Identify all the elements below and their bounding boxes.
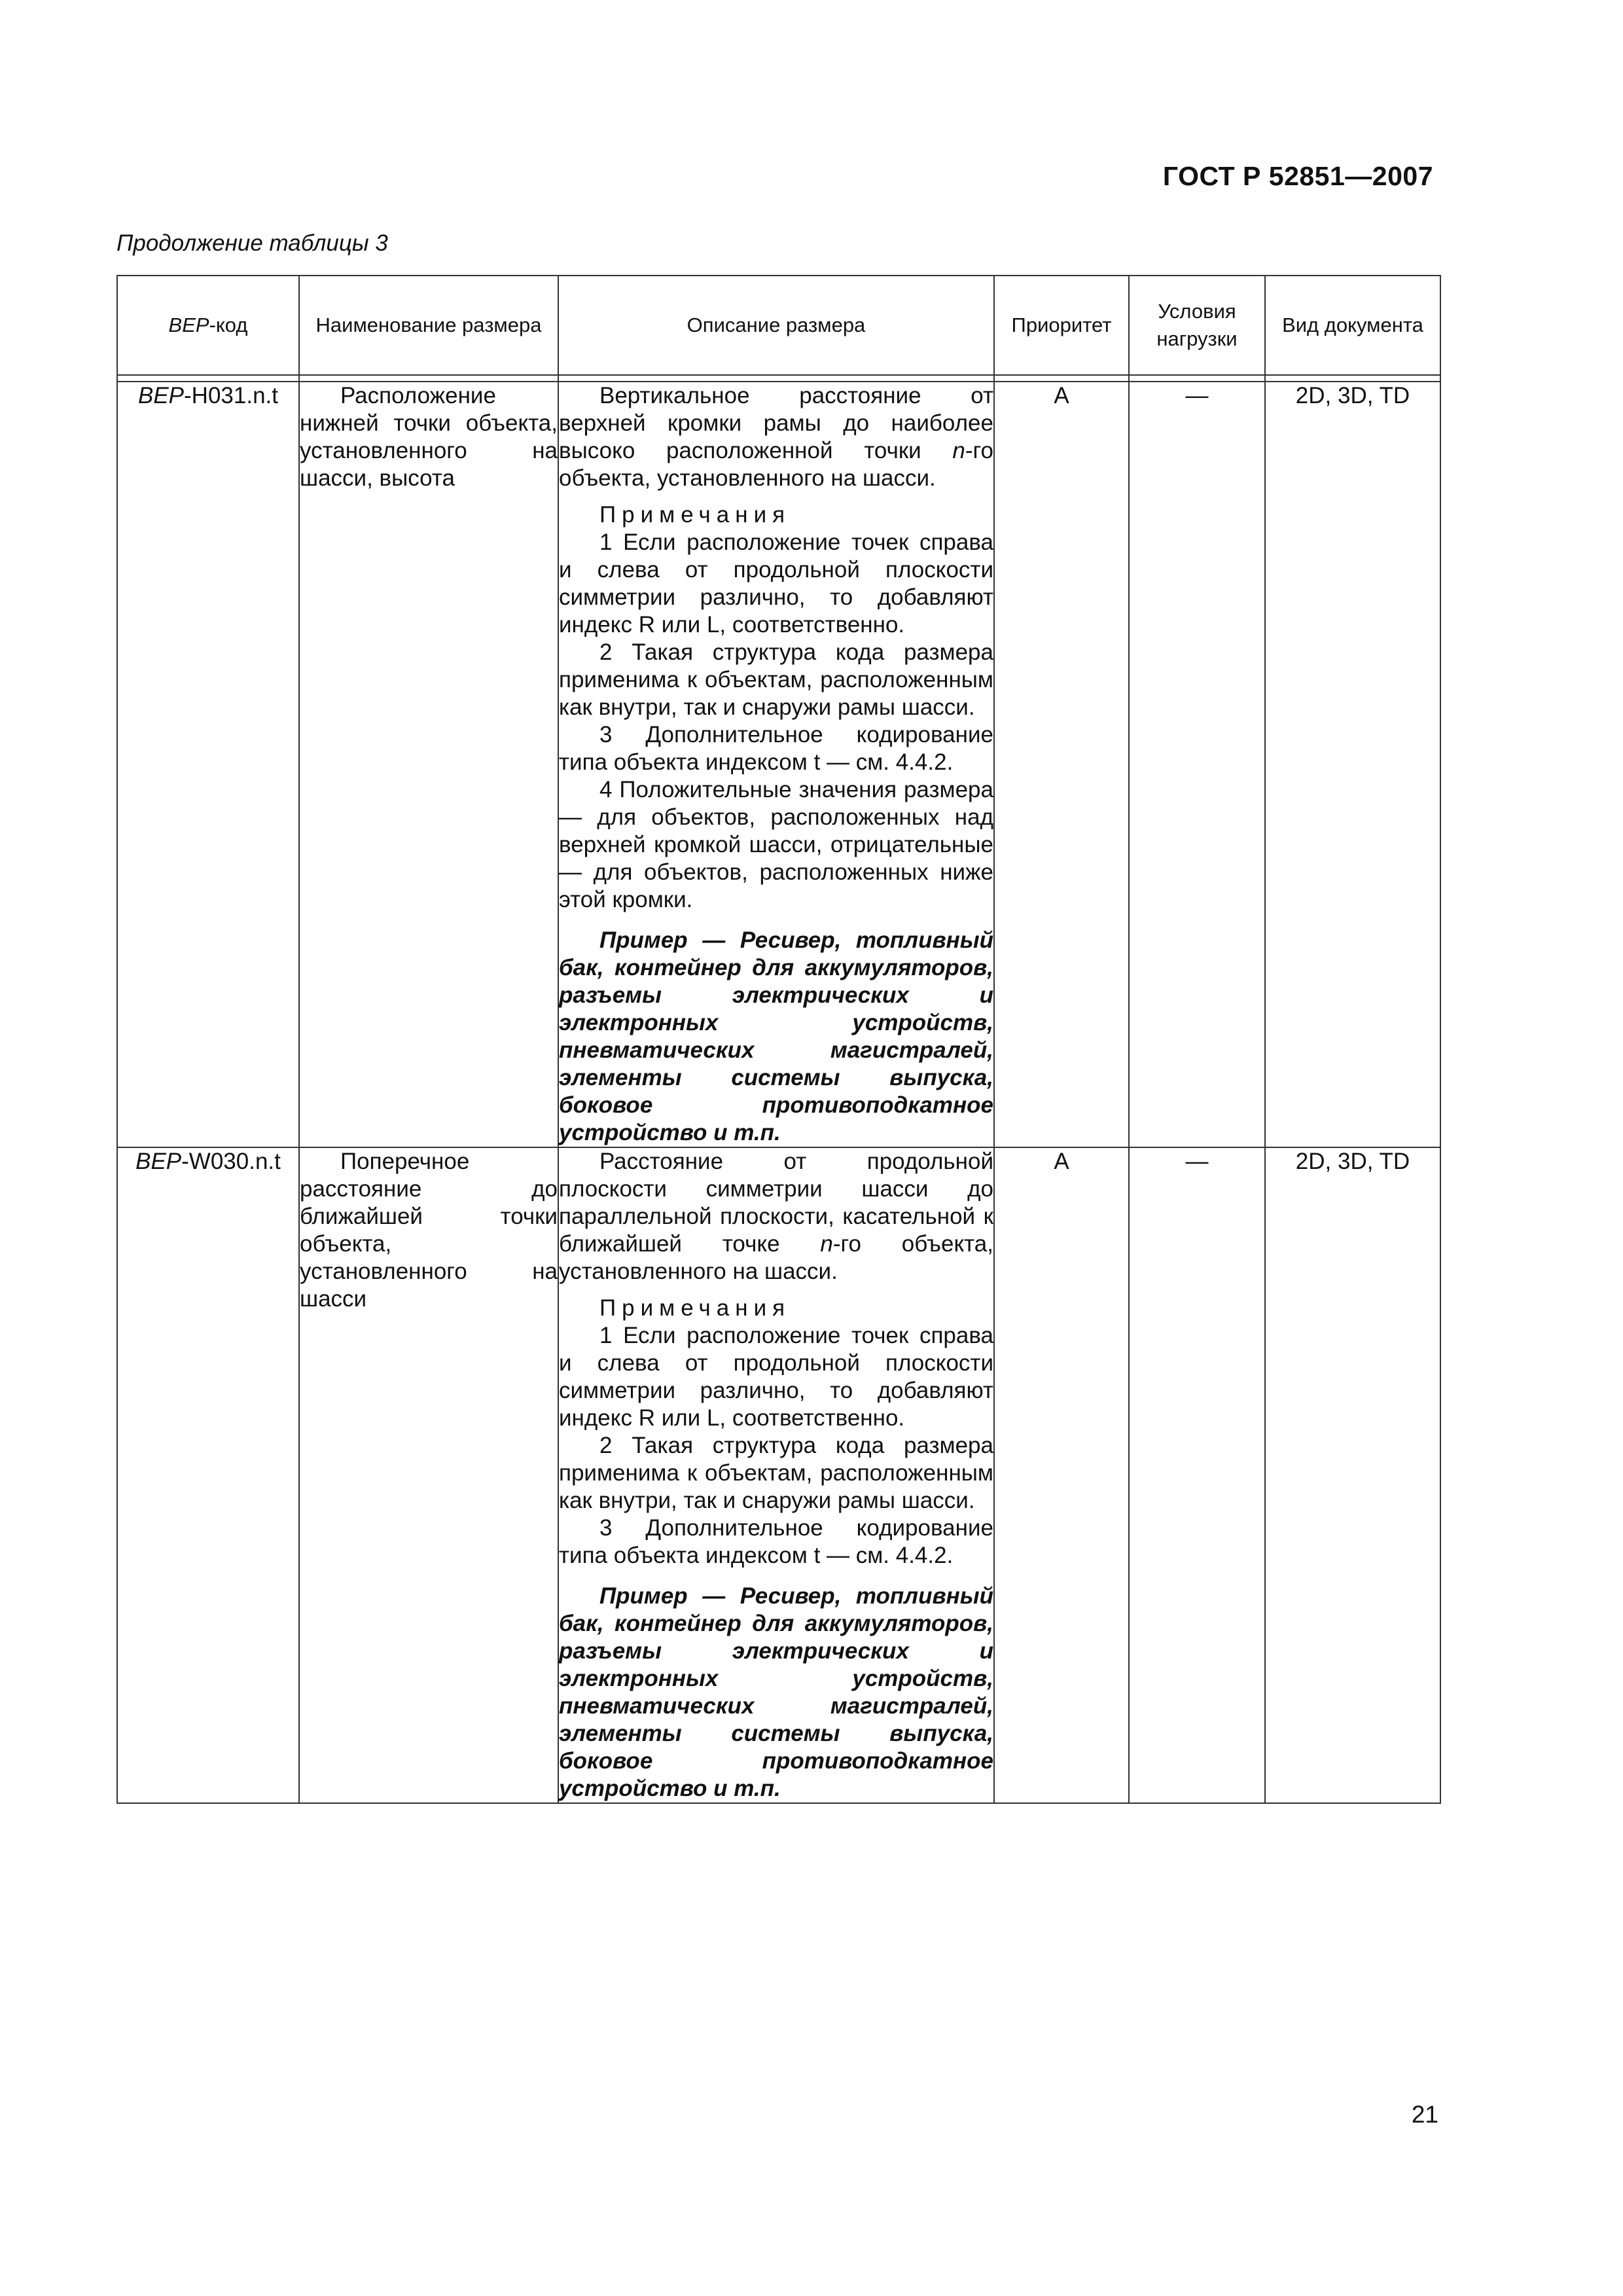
description-text: Расстояние от продольной плоскости симметрии шасси до параллельной плоскости, касательной к ближайшей точке n-го объекта, установленного на шасси. — [559, 1149, 993, 1284]
cell-doc-type: 2D, 3D, TD — [1265, 1147, 1440, 1803]
table-caption: Продолжение таблицы 3 — [116, 230, 388, 256]
cell-priority: A — [994, 1147, 1129, 1803]
cell-description — [558, 1147, 994, 1803]
cell-code: BEP-W030.n.t — [117, 1147, 299, 1803]
header-separator — [117, 375, 1440, 382]
column-header-description: Описание размера — [558, 276, 994, 375]
cell-code: BEP-H031.n.t — [117, 382, 299, 1147]
cell-load: — — [1129, 1147, 1265, 1803]
note-item: 3 Дополнительное кодирование типа объекта индексом t — см. 4.4.2. — [559, 1515, 993, 1568]
column-header-load: Условия нагрузки — [1129, 276, 1265, 375]
column-header-priority: Приоритет — [994, 276, 1129, 375]
page-number: 21 — [1411, 2101, 1438, 2128]
cell-description — [558, 382, 994, 1147]
column-header-name: Наименование размера — [299, 276, 558, 375]
note-item: 3 Дополнительное кодирование типа объекта индексом t — см. 4.4.2. — [559, 722, 993, 775]
table-row — [117, 382, 1440, 1147]
cell-doc-type: 2D, 3D, TD — [1265, 382, 1440, 1147]
note-item: 1 Если расположение точек справа и слева от продольной плоскости симметрии различно, то добавляют индекс R или L, соответственно. — [559, 1323, 993, 1431]
note-item: 4 Положительные значения размера — для объектов, расположенных над верхней кромкой шасси, отрицательные — для объектов, расположенных ниже этой кромки. — [559, 777, 993, 912]
table-row — [117, 1147, 1440, 1803]
note-item: 1 Если расположение точек справа и слева от продольной плоскости симметрии различно, то добавляют индекс R или L, соответственно. — [559, 529, 993, 637]
description-text: Вертикальное расстояние от верхней кромки рамы до наиболее высоко расположенной точки n-го объекта, установленного на шасси. — [559, 383, 993, 491]
notes-title: Примечания — [599, 502, 791, 528]
document-standard-header: ГОСТ Р 52851—2007 — [1162, 161, 1433, 191]
column-header-doc-type: Вид документа — [1265, 276, 1440, 375]
cell-name: Поперечное расстояние до ближайшей точки объекта, установленного на шасси — [299, 1147, 558, 1803]
example-text: Пример — Ресивер, топливный бак, контейнер для аккумуляторов, разъемы электрических и электронных устройств, пневматических магистралей, элементы системы выпуска, боковое противоподкатное устройство и т.п. — [559, 1583, 993, 1801]
note-item: 2 Такая структура кода размера применима к объектам, расположенным как внутри, так и снаружи рамы шасси. — [559, 639, 993, 720]
example-text: Пример — Ресивер, топливный бак, контейнер для аккумуляторов, разъемы электрических и электронных устройств, пневматических магистралей, элементы системы выпуска, боковое противоподкатное устройство и т.п. — [559, 927, 993, 1145]
cell-priority: A — [994, 382, 1129, 1147]
cell-name: Расположение нижней точки объекта, установленного на шасси, высота — [299, 382, 558, 1147]
cell-load: — — [1129, 382, 1265, 1147]
dimensions-table — [116, 275, 1441, 1804]
column-header-code: BEP-код — [117, 276, 299, 375]
table-header-row — [117, 276, 1440, 375]
note-item: 2 Такая структура кода размера применима к объектам, расположенным как внутри, так и снаружи рамы шасси. — [559, 1433, 993, 1513]
notes-title: Примечания — [599, 1295, 791, 1321]
